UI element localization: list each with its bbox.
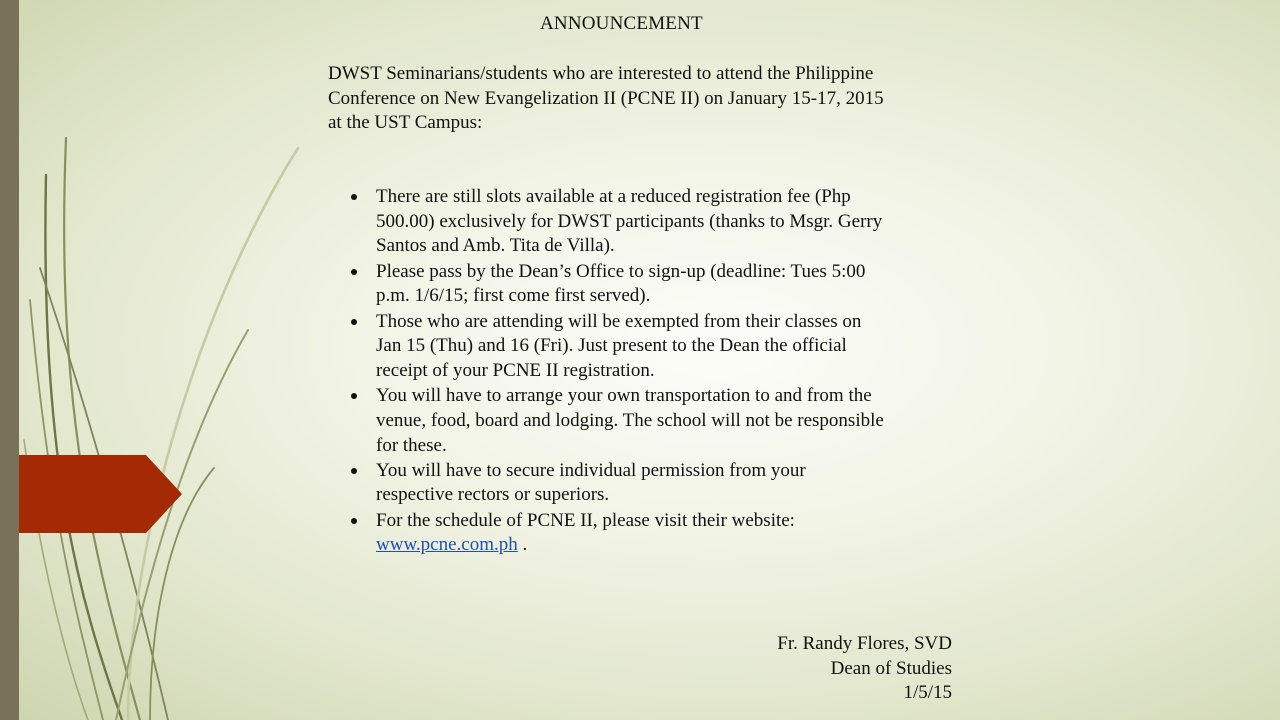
- decor-strand-5: [128, 148, 298, 720]
- signature-block: [777, 632, 952, 706]
- bullet-item: [344, 509, 964, 558]
- bullet-line: For the schedule of PCNE II, please visit their website:: [376, 509, 795, 531]
- bullet-line: There are still slots available at a reduced registration fee (Php: [376, 186, 851, 207]
- bullet-item: [344, 459, 964, 508]
- signature-name: Fr. Randy Flores, SVD: [777, 633, 952, 654]
- bullet-line: p.m. 1/6/15; first come first served).: [376, 285, 651, 307]
- intro-line: at the UST Campus:: [328, 112, 483, 133]
- decor-strand-1: [64, 138, 140, 720]
- bullet-item: [344, 185, 964, 259]
- intro-line: Conference on New Evangelization II (PCNE II) on January 15-17, 2015: [328, 87, 884, 109]
- signature-position: Dean of Studies: [830, 657, 952, 679]
- pcne-website-link[interactable]: www.pcne.com.ph: [376, 534, 518, 556]
- bullet-dot-icon: [351, 468, 357, 474]
- bullet-item: [344, 384, 964, 458]
- bullet-line: 500.00) exclusively for DWST participants (thanks to Msgr. Gerry: [376, 210, 883, 232]
- red-arrow-shape: [0, 455, 182, 533]
- bullet-line: Santos and Amb. Tita de Villa).: [376, 235, 615, 257]
- announcement-intro: [328, 62, 968, 136]
- bullet-line: receipt of your PCNE II registration.: [376, 359, 655, 381]
- bullet-line: You will have to arrange your own transportation to and from the: [376, 385, 872, 407]
- bullet-dot-icon: [351, 319, 357, 325]
- bullet-line: Those who are attending will be exempted from their classes on: [376, 310, 862, 332]
- bullet-item: [344, 310, 964, 384]
- announcement-title: ANNOUNCEMENT: [540, 13, 703, 34]
- bullet-line: Jan 15 (Thu) and 16 (Fri). Just present to the Dean the official: [376, 335, 847, 357]
- bullet-dot-icon: [351, 393, 357, 399]
- intro-line: DWST Seminarians/students who are interested to attend the Philippine: [328, 63, 874, 84]
- bullet-dot-icon: [351, 269, 357, 275]
- bullet-item: [344, 260, 964, 309]
- bullet-line: venue, food, board and lodging. The school will not be responsible: [376, 409, 884, 431]
- bullet-line-with-link: [376, 533, 964, 558]
- signature-date: 1/5/15: [903, 682, 952, 703]
- bullet-dot-icon: [351, 518, 357, 524]
- left-accent-bar: [0, 0, 19, 720]
- bullet-dot-icon: [351, 194, 357, 200]
- bullet-line: Please pass by the Dean’s Office to sign-up (deadline: Tues 5:00: [376, 260, 866, 282]
- bullet-line: respective rectors or superiors.: [376, 484, 610, 506]
- announcement-bullet-list: [344, 185, 964, 559]
- bullet-line: for these.: [376, 434, 447, 456]
- bullet-line: You will have to secure individual permission from your: [376, 459, 806, 481]
- link-suffix: .: [517, 534, 528, 556]
